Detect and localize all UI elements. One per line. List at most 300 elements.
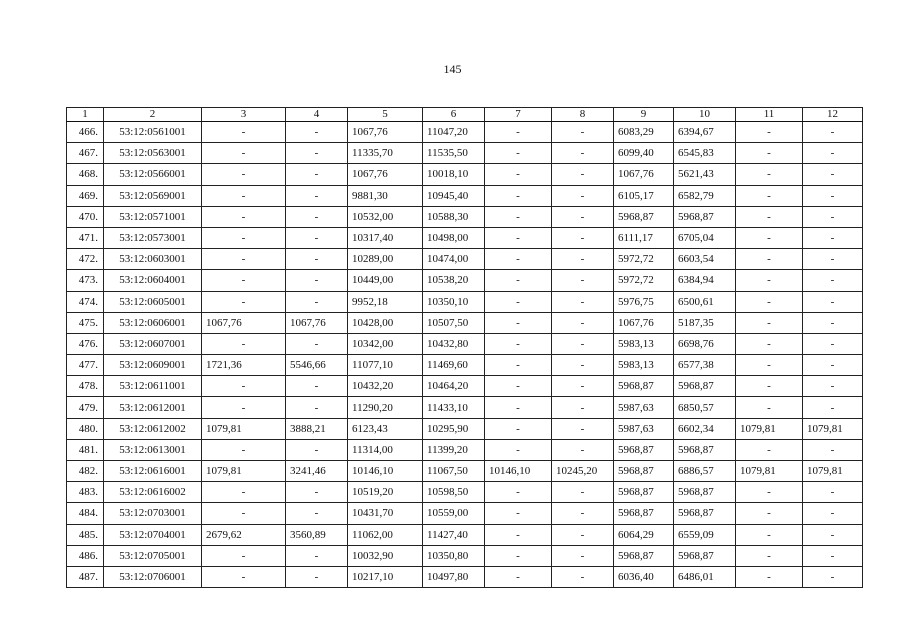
table-cell: 11427,40 <box>423 524 485 545</box>
table-cell: 11290,20 <box>348 397 423 418</box>
table-cell: - <box>803 122 863 143</box>
column-header-10: 10 <box>674 108 736 122</box>
table-cell: 10464,20 <box>423 376 485 397</box>
column-header-6: 6 <box>423 108 485 122</box>
table-cell: 10350,10 <box>423 291 485 312</box>
table-cell: - <box>736 376 803 397</box>
table-cell: - <box>485 439 552 460</box>
table-cell: 5968,87 <box>614 439 674 460</box>
table-cell: - <box>286 185 348 206</box>
table-cell: - <box>803 439 863 460</box>
table-cell: 10295,90 <box>423 418 485 439</box>
column-header-2: 2 <box>104 108 202 122</box>
table-cell: 53:12:0571001 <box>104 206 202 227</box>
table-cell: - <box>736 143 803 164</box>
table-cell: - <box>286 249 348 270</box>
table-cell: - <box>202 503 286 524</box>
table-cell: 53:12:0704001 <box>104 524 202 545</box>
table-cell: 1067,76 <box>348 122 423 143</box>
table-cell: 9881,30 <box>348 185 423 206</box>
table-cell: 6559,09 <box>674 524 736 545</box>
table-cell: - <box>736 312 803 333</box>
table-cell: 5968,87 <box>674 482 736 503</box>
table-cell: 6486,01 <box>674 566 736 587</box>
table-cell: - <box>202 333 286 354</box>
table-cell: 53:12:0611001 <box>104 376 202 397</box>
table-cell: 6036,40 <box>614 566 674 587</box>
table-cell: - <box>202 397 286 418</box>
column-header-12: 12 <box>803 108 863 122</box>
table-cell: - <box>202 185 286 206</box>
table-row <box>67 397 863 418</box>
table-cell: 1079,81 <box>202 418 286 439</box>
table-cell: - <box>485 143 552 164</box>
table-cell: 1079,81 <box>202 461 286 482</box>
table-cell: 53:12:0561001 <box>104 122 202 143</box>
table-cell: 11047,20 <box>423 122 485 143</box>
table-cell: - <box>736 397 803 418</box>
table-cell: 1067,76 <box>202 312 286 333</box>
table-cell: 6886,57 <box>674 461 736 482</box>
table-cell: - <box>485 291 552 312</box>
table-cell: 10146,10 <box>485 461 552 482</box>
column-header-9: 9 <box>614 108 674 122</box>
table-cell: 1067,76 <box>614 164 674 185</box>
table-cell: 470. <box>67 206 104 227</box>
table-row <box>67 185 863 206</box>
table-cell: - <box>202 249 286 270</box>
table-cell: 6384,94 <box>674 270 736 291</box>
table-cell: 5968,87 <box>614 206 674 227</box>
table-cell: - <box>485 249 552 270</box>
table-cell: - <box>552 143 614 164</box>
table-cell: - <box>485 418 552 439</box>
table-cell: - <box>286 482 348 503</box>
table-cell: - <box>485 482 552 503</box>
table-body <box>67 122 863 588</box>
table-cell: - <box>202 164 286 185</box>
table-cell: - <box>736 164 803 185</box>
table-cell: - <box>803 524 863 545</box>
header-row <box>67 108 863 122</box>
table-row <box>67 376 863 397</box>
table-cell: 11062,00 <box>348 524 423 545</box>
table-cell: - <box>803 482 863 503</box>
table-cell: - <box>552 397 614 418</box>
table-cell: 10432,20 <box>348 376 423 397</box>
table-cell: - <box>803 376 863 397</box>
table-row <box>67 270 863 291</box>
table-cell: 10245,20 <box>552 461 614 482</box>
table-cell: 480. <box>67 418 104 439</box>
table-cell: - <box>552 418 614 439</box>
table-cell: 11399,20 <box>423 439 485 460</box>
table-row <box>67 206 863 227</box>
table-cell: 10449,00 <box>348 270 423 291</box>
table-cell: 10945,40 <box>423 185 485 206</box>
column-header-1: 1 <box>67 108 104 122</box>
table-cell: 5968,87 <box>614 482 674 503</box>
table-row <box>67 164 863 185</box>
table-cell: 5972,72 <box>614 270 674 291</box>
table-cell: - <box>552 312 614 333</box>
table-cell: - <box>552 503 614 524</box>
table-cell: 53:12:0603001 <box>104 249 202 270</box>
table-cell: 6698,76 <box>674 333 736 354</box>
table-cell: - <box>202 439 286 460</box>
table-row <box>67 291 863 312</box>
table-cell: - <box>552 355 614 376</box>
table-cell: - <box>286 227 348 248</box>
table-row <box>67 482 863 503</box>
table-cell: 6111,17 <box>614 227 674 248</box>
table-cell: 11335,70 <box>348 143 423 164</box>
table-cell: - <box>286 143 348 164</box>
table-row <box>67 418 863 439</box>
table-cell: 11077,10 <box>348 355 423 376</box>
table-cell: - <box>552 206 614 227</box>
table-cell: 5621,43 <box>674 164 736 185</box>
table-cell: 1079,81 <box>736 461 803 482</box>
table-cell: 5187,35 <box>674 312 736 333</box>
table-cell: - <box>286 439 348 460</box>
table-cell: 10146,10 <box>348 461 423 482</box>
table-cell: 1079,81 <box>736 418 803 439</box>
table-cell: - <box>736 566 803 587</box>
table-cell: 3241,46 <box>286 461 348 482</box>
column-header-7: 7 <box>485 108 552 122</box>
table-cell: - <box>736 185 803 206</box>
table-cell: 5968,87 <box>614 461 674 482</box>
table-cell: 10350,80 <box>423 545 485 566</box>
table-cell: 11433,10 <box>423 397 485 418</box>
table-cell: 6394,67 <box>674 122 736 143</box>
table-cell: - <box>485 524 552 545</box>
table-cell: - <box>202 270 286 291</box>
table-cell: 474. <box>67 291 104 312</box>
table-cell: 483. <box>67 482 104 503</box>
table-cell: 5987,63 <box>614 397 674 418</box>
table-cell: - <box>736 122 803 143</box>
table-cell: - <box>803 206 863 227</box>
column-header-3: 3 <box>202 108 286 122</box>
table-cell: 53:12:0573001 <box>104 227 202 248</box>
table-cell: 6545,83 <box>674 143 736 164</box>
table-cell: - <box>552 482 614 503</box>
table-cell: 482. <box>67 461 104 482</box>
table-cell: 10598,50 <box>423 482 485 503</box>
table-cell: - <box>803 545 863 566</box>
table-cell: - <box>552 249 614 270</box>
table-cell: - <box>803 333 863 354</box>
table-cell: 6099,40 <box>614 143 674 164</box>
table-row <box>67 143 863 164</box>
table-cell: 10559,00 <box>423 503 485 524</box>
table-cell: 53:12:0604001 <box>104 270 202 291</box>
table-cell: 476. <box>67 333 104 354</box>
table-cell: - <box>286 503 348 524</box>
table-cell: - <box>485 312 552 333</box>
table-cell: - <box>485 185 552 206</box>
column-header-11: 11 <box>736 108 803 122</box>
table-cell: 467. <box>67 143 104 164</box>
table-cell: - <box>485 122 552 143</box>
table-cell: - <box>286 566 348 587</box>
table-cell: 53:12:0569001 <box>104 185 202 206</box>
table-cell: 10519,20 <box>348 482 423 503</box>
table-cell: 53:12:0706001 <box>104 566 202 587</box>
table-cell: 10498,00 <box>423 227 485 248</box>
table-cell: - <box>736 545 803 566</box>
table-cell: 6123,43 <box>348 418 423 439</box>
table-cell: - <box>736 355 803 376</box>
table-cell: - <box>202 566 286 587</box>
table-cell: - <box>803 143 863 164</box>
table-cell: - <box>485 376 552 397</box>
table-cell: - <box>736 249 803 270</box>
table-cell: 10289,00 <box>348 249 423 270</box>
table-row <box>67 227 863 248</box>
cadastral-value-table <box>66 107 863 588</box>
table-cell: - <box>736 333 803 354</box>
table-cell: 477. <box>67 355 104 376</box>
table-cell: - <box>736 291 803 312</box>
table-cell: - <box>202 143 286 164</box>
table-cell: 2679,62 <box>202 524 286 545</box>
table-cell: 1067,76 <box>348 164 423 185</box>
table-cell: 5968,87 <box>614 545 674 566</box>
table-cell: - <box>736 503 803 524</box>
table-cell: 6850,57 <box>674 397 736 418</box>
table-cell: 53:12:0612002 <box>104 418 202 439</box>
table-cell: - <box>552 545 614 566</box>
table-cell: 487. <box>67 566 104 587</box>
table-cell: 5968,87 <box>674 503 736 524</box>
table-cell: 5987,63 <box>614 418 674 439</box>
table-cell: 10588,30 <box>423 206 485 227</box>
table-cell: 5546,66 <box>286 355 348 376</box>
table-cell: - <box>286 376 348 397</box>
table-cell: - <box>552 291 614 312</box>
table-row <box>67 355 863 376</box>
table-cell: 5968,87 <box>674 376 736 397</box>
table-cell: 10018,10 <box>423 164 485 185</box>
table-cell: - <box>552 185 614 206</box>
table-cell: - <box>202 291 286 312</box>
table-cell: - <box>485 545 552 566</box>
table-cell: - <box>552 122 614 143</box>
table-cell: 10432,80 <box>423 333 485 354</box>
table-cell: - <box>803 249 863 270</box>
table-cell: - <box>803 270 863 291</box>
table-cell: 53:12:0609001 <box>104 355 202 376</box>
page-number: 145 <box>443 62 462 76</box>
table-row <box>67 545 863 566</box>
table-cell: - <box>485 397 552 418</box>
table-cell: 53:12:0613001 <box>104 439 202 460</box>
table-cell: 5983,13 <box>614 355 674 376</box>
table-row <box>67 312 863 333</box>
table-cell: - <box>286 545 348 566</box>
table-cell: - <box>736 482 803 503</box>
table-cell: - <box>803 355 863 376</box>
table-cell: - <box>202 545 286 566</box>
table-cell: 5968,87 <box>674 545 736 566</box>
table-cell: - <box>803 397 863 418</box>
table-cell: 10507,50 <box>423 312 485 333</box>
table-cell: 5968,87 <box>674 439 736 460</box>
table-cell: 53:12:0606001 <box>104 312 202 333</box>
table-cell: - <box>736 524 803 545</box>
table-row <box>67 249 863 270</box>
table-cell: 11067,50 <box>423 461 485 482</box>
table-cell: 11535,50 <box>423 143 485 164</box>
table-cell: 10431,70 <box>348 503 423 524</box>
table-cell: - <box>286 122 348 143</box>
table-cell: 5968,87 <box>614 376 674 397</box>
table-cell: 6500,61 <box>674 291 736 312</box>
table-cell: - <box>202 482 286 503</box>
table-cell: - <box>552 376 614 397</box>
table-cell: - <box>202 122 286 143</box>
table-cell: - <box>485 333 552 354</box>
table-cell: 11469,60 <box>423 355 485 376</box>
table-cell: 11314,00 <box>348 439 423 460</box>
table-cell: 466. <box>67 122 104 143</box>
table-cell: - <box>286 333 348 354</box>
table-cell: 3560,89 <box>286 524 348 545</box>
table-row <box>67 524 863 545</box>
table-cell: - <box>803 503 863 524</box>
table-cell: - <box>286 270 348 291</box>
table-cell: - <box>552 227 614 248</box>
table-cell: - <box>803 227 863 248</box>
table-cell: - <box>286 164 348 185</box>
table-cell: 1721,36 <box>202 355 286 376</box>
table-cell: - <box>736 206 803 227</box>
table-cell: 468. <box>67 164 104 185</box>
table-cell: - <box>485 270 552 291</box>
table-cell: 1079,81 <box>803 418 863 439</box>
table-cell: 3888,21 <box>286 418 348 439</box>
table-row <box>67 439 863 460</box>
table-cell: 475. <box>67 312 104 333</box>
table-cell: 10032,90 <box>348 545 423 566</box>
table-cell: - <box>485 227 552 248</box>
table-cell: - <box>286 291 348 312</box>
table-cell: - <box>552 439 614 460</box>
table-cell: - <box>552 164 614 185</box>
table-cell: - <box>552 270 614 291</box>
table-cell: 6064,29 <box>614 524 674 545</box>
table-cell: 5983,13 <box>614 333 674 354</box>
table-cell: - <box>286 397 348 418</box>
table-cell: - <box>736 439 803 460</box>
column-header-5: 5 <box>348 108 423 122</box>
table-cell: 10342,00 <box>348 333 423 354</box>
column-header-8: 8 <box>552 108 614 122</box>
table-cell: 6705,04 <box>674 227 736 248</box>
table-cell: - <box>485 566 552 587</box>
table-cell: 53:12:0616001 <box>104 461 202 482</box>
table-cell: 6582,79 <box>674 185 736 206</box>
table-row <box>67 461 863 482</box>
table-cell: 10217,10 <box>348 566 423 587</box>
table-cell: 6577,38 <box>674 355 736 376</box>
table-cell: 10497,80 <box>423 566 485 587</box>
table-cell: 10428,00 <box>348 312 423 333</box>
table-cell: 471. <box>67 227 104 248</box>
column-header-4: 4 <box>286 108 348 122</box>
table-cell: - <box>803 566 863 587</box>
table-cell: 53:12:0605001 <box>104 291 202 312</box>
table-cell: 6083,29 <box>614 122 674 143</box>
table-cell: 5968,87 <box>614 503 674 524</box>
table-row <box>67 566 863 587</box>
table-cell: 485. <box>67 524 104 545</box>
table-cell: 469. <box>67 185 104 206</box>
table-cell: - <box>803 185 863 206</box>
table-cell: - <box>803 291 863 312</box>
table-cell: 53:12:0563001 <box>104 143 202 164</box>
table-cell: 53:12:0612001 <box>104 397 202 418</box>
table-cell: 53:12:0566001 <box>104 164 202 185</box>
table-cell: - <box>202 376 286 397</box>
table-cell: - <box>803 312 863 333</box>
table-cell: 10538,20 <box>423 270 485 291</box>
table-header <box>67 108 863 122</box>
table-cell: 479. <box>67 397 104 418</box>
table-cell: 1079,81 <box>803 461 863 482</box>
table-cell: 5972,72 <box>614 249 674 270</box>
table-cell: - <box>286 206 348 227</box>
table-cell: 478. <box>67 376 104 397</box>
table-cell: 481. <box>67 439 104 460</box>
table-cell: 53:12:0607001 <box>104 333 202 354</box>
table-cell: 472. <box>67 249 104 270</box>
table-cell: - <box>485 164 552 185</box>
table-cell: - <box>552 524 614 545</box>
table-cell: - <box>552 566 614 587</box>
table-cell: - <box>736 227 803 248</box>
table-cell: 10317,40 <box>348 227 423 248</box>
table-row <box>67 503 863 524</box>
table-cell: - <box>485 206 552 227</box>
table-cell: 6105,17 <box>614 185 674 206</box>
table-cell: 53:12:0616002 <box>104 482 202 503</box>
table-cell: 5968,87 <box>674 206 736 227</box>
table-cell: 484. <box>67 503 104 524</box>
table-cell: 1067,76 <box>614 312 674 333</box>
table-cell: - <box>485 355 552 376</box>
table-cell: 9952,18 <box>348 291 423 312</box>
table-cell: - <box>552 333 614 354</box>
table-row <box>67 122 863 143</box>
table-cell: - <box>202 206 286 227</box>
table-cell: 1067,76 <box>286 312 348 333</box>
table-cell: - <box>736 270 803 291</box>
table-cell: 53:12:0705001 <box>104 545 202 566</box>
table-cell: 6602,34 <box>674 418 736 439</box>
table-cell: 53:12:0703001 <box>104 503 202 524</box>
table-cell: - <box>803 164 863 185</box>
table-cell: 486. <box>67 545 104 566</box>
table-cell: 5976,75 <box>614 291 674 312</box>
table-cell: 10474,00 <box>423 249 485 270</box>
table-row <box>67 333 863 354</box>
table-cell: - <box>202 227 286 248</box>
table-cell: 473. <box>67 270 104 291</box>
